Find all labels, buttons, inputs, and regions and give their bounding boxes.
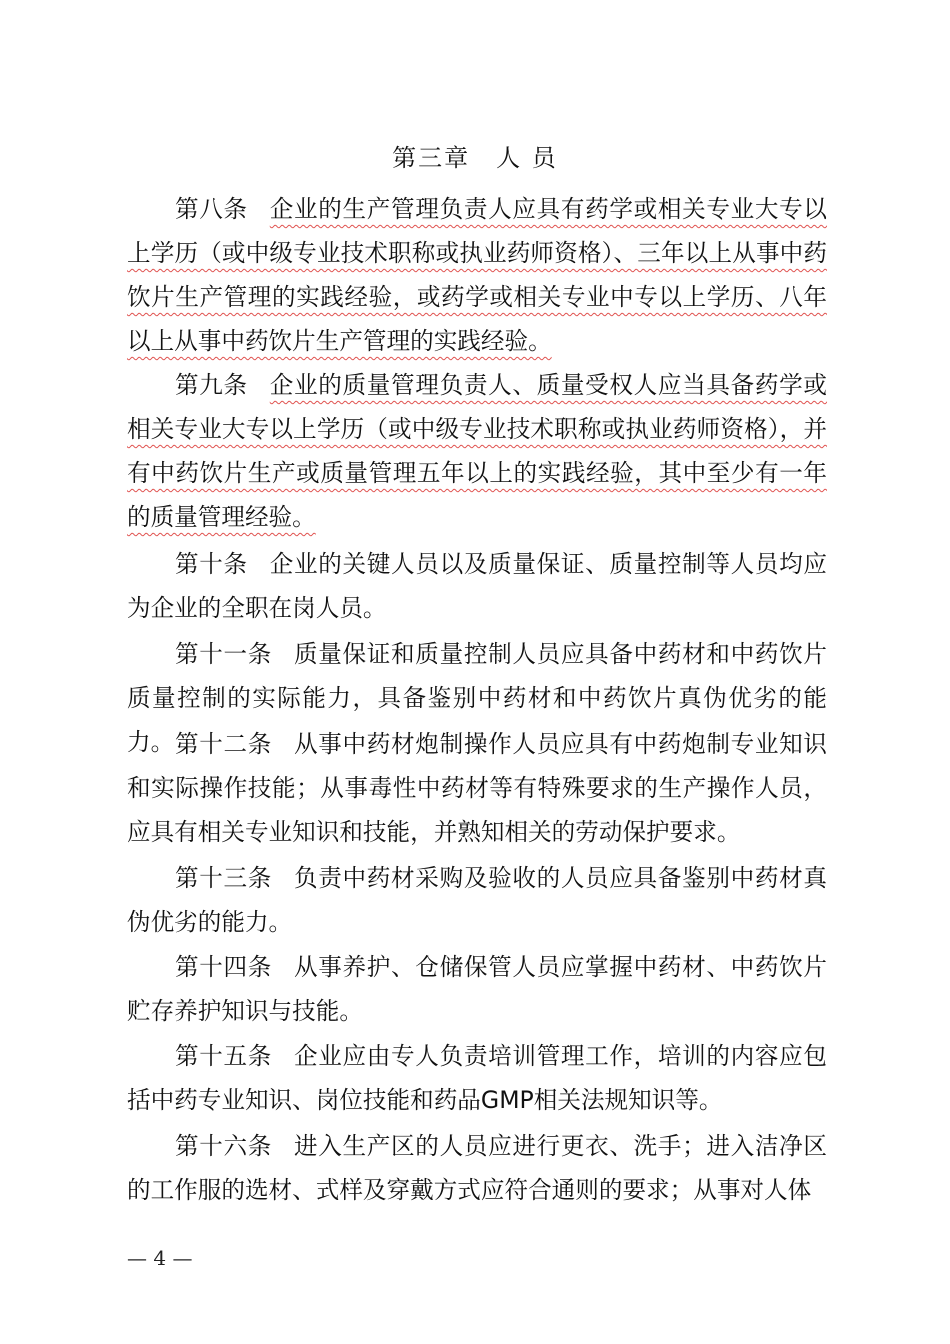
article-text: 企业的生产管理负责人应具有药学或相关专业大专以上学历（或中级专业技术职称或执业药师资格）、三年以上从事中药饮片生产管理的实践经验，或药学或相关专业中专以上学历、八年以上从事中药饮片生产管理的实践经验。 (127, 195, 828, 355)
article-number: 第十三条 (175, 864, 273, 892)
article-13 (127, 856, 827, 944)
article-text: 企业的关键人员以及质量保证、质量控制等人员均应为企业的全职在岗人员。 (127, 550, 828, 622)
article-number: 第十条 (175, 550, 248, 578)
article-15 (127, 1034, 827, 1122)
article-text: 负责中药材采购及验收的人员应具备鉴别中药材真伪优劣的能力。 (127, 864, 828, 936)
article-number: 第十五条 (175, 1042, 273, 1070)
article-text: 企业的质量管理负责人、质量受权人应当具备药学或相关专业大专以上学历（或中级专业技术职称或执业药师资格），并有中药饮片生产或质量管理五年以上的实践经验，其中至少有一年的质量管理经验。 (127, 371, 828, 531)
article-text: 质量保证和质量控制人员应具备中药材和中药饮片质量控制的实际能力，具备鉴别中药材和中药饮片真伪优劣的能力。 (127, 640, 828, 756)
article-number: 第十六条 (175, 1132, 273, 1160)
article-16 (127, 1124, 827, 1212)
article-10 (127, 542, 827, 630)
page-number: — 4 — (127, 1246, 193, 1270)
article-number: 第九条 (175, 371, 248, 399)
article-number: 第十二条 (175, 730, 273, 758)
article-text: 进入生产区的人员应进行更衣、洗手；进入洁净区的工作服的选材、式样及穿戴方式应符合通则的要求；从事对人体 (127, 1132, 828, 1204)
article-12 (127, 722, 827, 854)
article-8 (127, 187, 827, 363)
chapter-title: 第三章 人 员 (392, 144, 558, 172)
article-number: 第八条 (175, 195, 248, 223)
article-9 (127, 363, 827, 539)
article-text: 从事养护、仓储保管人员应掌握中药材、中药饮片贮存养护知识与技能。 (127, 953, 828, 1025)
article-number: 第十四条 (175, 953, 273, 981)
article-number: 第十一条 (175, 640, 273, 668)
article-text: 企业应由专人负责培训管理工作，培训的内容应包括中药专业知识、岗位技能和药品GMP相关法规知识等。 (127, 1042, 828, 1114)
article-text: 从事中药材炮制操作人员应具有中药炮制专业知识和实际操作技能；从事毒性中药材等有特殊要求的生产操作人员，应具有相关专业知识和技能，并熟知相关的劳动保护要求。 (127, 730, 828, 846)
article-14 (127, 945, 827, 1033)
